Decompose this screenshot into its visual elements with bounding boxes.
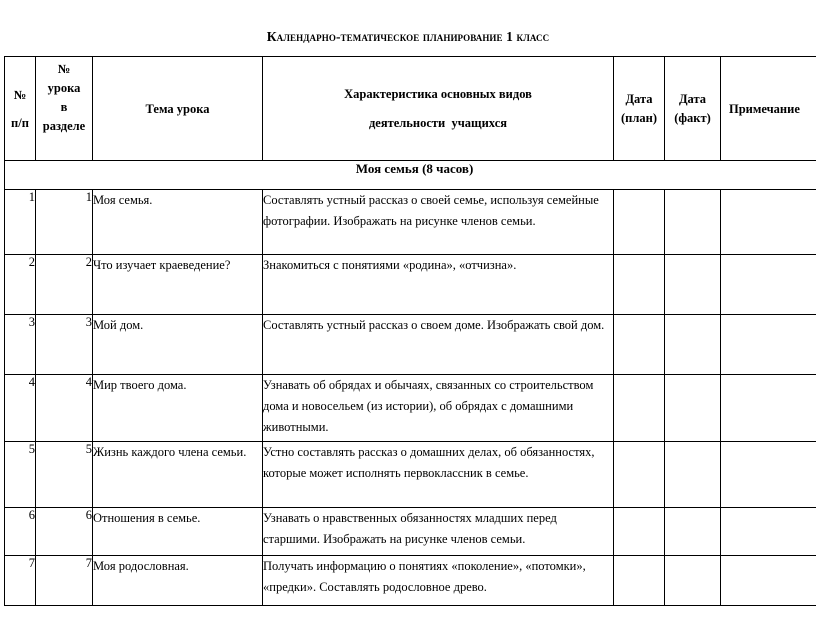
header-lesson-line3: в <box>60 100 68 114</box>
header-date-fact <box>665 57 721 161</box>
plan-table <box>4 56 816 606</box>
row-topic: Моя семья. <box>93 190 263 255</box>
row-note <box>721 375 816 442</box>
row-date-plan <box>614 508 665 556</box>
row-date-fact <box>665 375 721 442</box>
row-lesson-num: 2 <box>36 255 93 315</box>
table-row <box>5 508 816 556</box>
header-lesson-num <box>36 57 93 161</box>
section-title: Моя семья (8 часов) <box>5 161 816 190</box>
table-row <box>5 442 816 508</box>
row-date-plan <box>614 255 665 315</box>
table-row <box>5 375 816 442</box>
row-description: Получать информацию о понятиях «поколение», «потомки», «предки». Составлять родословное древо. <box>263 556 614 606</box>
row-description: Устно составлять рассказ о домашних делах, об обязанностях, которые может исполнять первоклассник в семье. <box>263 442 614 508</box>
header-num-line2: п/п <box>11 115 29 130</box>
header-chars-line1: Характеристика основных видов <box>344 87 532 101</box>
page-title: Календарно-тематическое планирование 1 класс <box>266 29 550 44</box>
row-topic: Жизнь каждого члена семьи. <box>93 442 263 508</box>
header-note: Примечание <box>721 57 816 161</box>
row-num: 6 <box>5 508 36 556</box>
header-lesson-line2: урока <box>47 81 81 95</box>
header-lesson-line1: № <box>57 62 71 76</box>
row-date-fact <box>665 315 721 375</box>
header-date-plan <box>614 57 665 161</box>
header-topic: Тема урока <box>93 57 263 161</box>
row-num: 1 <box>5 190 36 255</box>
row-topic: Мой дом. <box>93 315 263 375</box>
header-date-plan-line1: Дата <box>625 91 653 106</box>
row-lesson-num: 4 <box>36 375 93 442</box>
table-row <box>5 190 816 255</box>
row-num: 7 <box>5 556 36 606</box>
row-topic: Что изучает краеведение? <box>93 255 263 315</box>
table-row <box>5 315 816 375</box>
row-date-fact <box>665 508 721 556</box>
header-chars-line2: деятельности учащихся <box>368 116 508 130</box>
header-date-fact-line1: Дата <box>678 91 707 106</box>
table-row <box>5 556 816 606</box>
row-description: Составлять устный рассказ о своем доме. Изображать свой дом. <box>263 315 614 375</box>
row-description: Знакомиться с понятиями «родина», «отчизна». <box>263 255 614 315</box>
table-row <box>5 255 816 315</box>
row-description: Составлять устный рассказ о своей семье, используя семейные фотографии. Изображать на рисунке членов семьи. <box>263 190 614 255</box>
row-lesson-num: 1 <box>36 190 93 255</box>
row-num: 3 <box>5 315 36 375</box>
row-date-plan <box>614 556 665 606</box>
row-lesson-num: 7 <box>36 556 93 606</box>
row-topic: Отношения в семье. <box>93 508 263 556</box>
row-date-plan <box>614 375 665 442</box>
row-note <box>721 442 816 508</box>
row-date-fact <box>665 190 721 255</box>
row-note <box>721 508 816 556</box>
header-lesson-line4: разделе <box>42 119 86 133</box>
row-note <box>721 315 816 375</box>
header-date-fact-line2: (факт) <box>674 110 711 125</box>
row-num: 5 <box>5 442 36 508</box>
row-description: Узнавать о нравственных обязанностях младших перед старшими. Изображать на рисунке членов семьи. <box>263 508 614 556</box>
row-note <box>721 556 816 606</box>
row-date-plan <box>614 190 665 255</box>
header-num-line1: № <box>13 87 27 102</box>
section-row <box>5 161 816 190</box>
row-date-fact <box>665 442 721 508</box>
row-date-fact <box>665 255 721 315</box>
row-date-plan <box>614 315 665 375</box>
row-num: 2 <box>5 255 36 315</box>
row-date-fact <box>665 556 721 606</box>
row-topic: Мир твоего дома. <box>93 375 263 442</box>
row-note <box>721 190 816 255</box>
row-lesson-num: 6 <box>36 508 93 556</box>
row-topic: Моя родословная. <box>93 556 263 606</box>
header-characteristics <box>263 57 614 161</box>
header-date-plan-line2: (план) <box>621 110 657 125</box>
row-lesson-num: 3 <box>36 315 93 375</box>
row-num: 4 <box>5 375 36 442</box>
row-lesson-num: 5 <box>36 442 93 508</box>
row-date-plan <box>614 442 665 508</box>
header-row <box>5 57 816 161</box>
header-num <box>5 57 36 161</box>
row-note <box>721 255 816 315</box>
row-description: Узнавать об обрядах и обычаях, связанных со строительством дома и новосельем (из истории), об обрядах с домашними животными. <box>263 375 614 442</box>
